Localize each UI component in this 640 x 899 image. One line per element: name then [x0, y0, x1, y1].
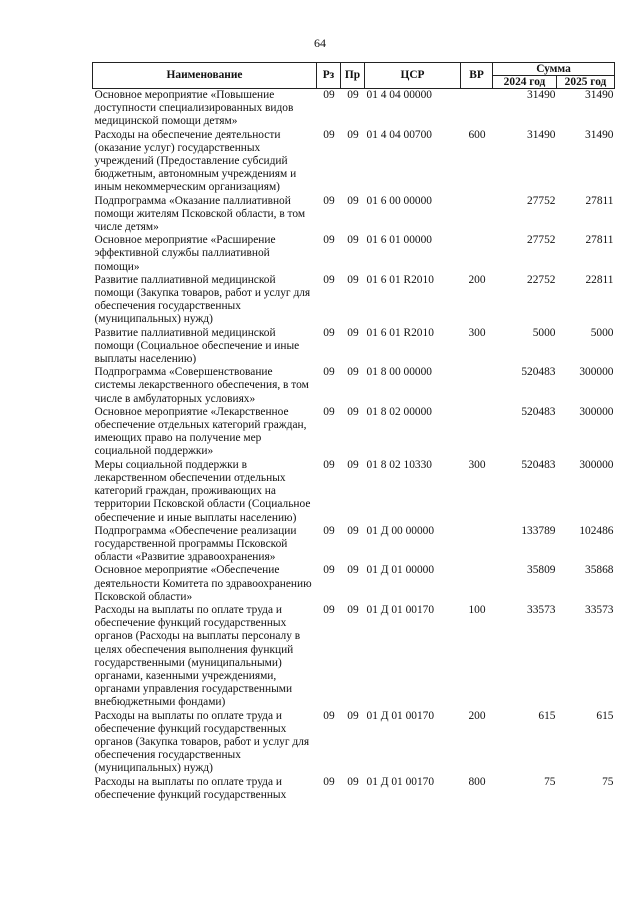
- cell-name: Расходы на выплаты по оплате труда и обеспечение функций государственных: [94, 775, 287, 801]
- cell-pr: 09: [347, 326, 359, 339]
- page-number: 64: [314, 36, 326, 50]
- cell-vr: [461, 406, 493, 459]
- cell-csr: 01 6 01 00000: [366, 234, 432, 247]
- cell-sum-2024: 5000: [532, 326, 556, 339]
- cell-sum-2024: 75: [544, 775, 556, 788]
- cell-pr: 09: [347, 458, 359, 471]
- cell-vr: 300: [468, 326, 486, 339]
- header-name: Наименование: [93, 63, 317, 89]
- cell-rz: 09: [323, 326, 335, 339]
- header-year-2025: 2025 год: [557, 76, 615, 89]
- cell-name: Расходы на выплаты по оплате труда и обеспечение функций государственных органов (Расходы на выплаты персоналу в целях обеспечения выполнения функций государственными (муниципальными) органами, казенными учреждениями, органами управления государственными внебюджетными фондами): [94, 603, 301, 709]
- cell-sum-2025: 102486: [579, 524, 614, 537]
- cell-sum-2025: 300000: [579, 458, 614, 471]
- cell-vr: 200: [468, 709, 486, 722]
- cell-name: Подпрограмма «Совершенствование системы лекарственного обеспечения, в том числе в амбулаторных условиях»: [94, 366, 309, 405]
- cell-vr: [461, 234, 493, 274]
- header-vr: ВР: [461, 63, 493, 89]
- cell-sum-2024: 27752: [527, 194, 556, 207]
- cell-sum-2024: 27752: [527, 234, 556, 247]
- cell-rz: 09: [323, 458, 335, 471]
- cell-sum-2024: 22752: [527, 273, 556, 286]
- cell-vr: [461, 89, 493, 129]
- cell-sum-2025: 300000: [579, 405, 614, 418]
- cell-pr: 09: [347, 194, 359, 207]
- cell-vr: 300: [468, 458, 486, 471]
- header-csr: ЦСР: [365, 63, 461, 89]
- cell-csr: 01 4 04 00000: [366, 89, 432, 101]
- table-row: [93, 274, 615, 327]
- cell-name: Основное мероприятие «Повышение доступности специализированных видов медицинской помощи детям»: [94, 89, 294, 128]
- cell-rz: 09: [323, 89, 335, 101]
- cell-name: Подпрограмма «Оказание паллиативной помощи жителям Псковской области, в том числе детям»: [94, 194, 306, 234]
- table-row: [93, 327, 615, 367]
- cell-sum-2024: 520483: [521, 405, 556, 418]
- cell-sum-2025: 27811: [585, 194, 614, 207]
- cell-sum-2025: 22811: [585, 273, 614, 286]
- cell-rz: 09: [323, 128, 335, 141]
- cell-sum-2025: 75: [602, 775, 614, 788]
- cell-name: Основное мероприятие «Обеспечение деятельности Комитета по здравоохранению Псковской области»: [94, 564, 312, 603]
- cell-csr: 01 Д 00 00000: [366, 524, 435, 537]
- cell-sum-2024: 615: [538, 709, 556, 722]
- cell-rz: 09: [323, 194, 335, 207]
- table-body: [93, 89, 615, 802]
- cell-sum-2024: 520483: [521, 366, 556, 379]
- cell-rz: 09: [323, 709, 335, 722]
- header-year-2024: 2024 год: [493, 76, 557, 89]
- cell-sum-2025: 300000: [579, 366, 614, 379]
- cell-rz: 09: [323, 603, 335, 616]
- table-row: [93, 776, 615, 802]
- table-row: [93, 710, 615, 776]
- cell-sum-2025: 31490: [585, 89, 614, 101]
- cell-pr: 09: [347, 524, 359, 537]
- cell-pr: 09: [347, 234, 359, 247]
- cell-name: Основное мероприятие «Лекарственное обеспечение отдельных категорий граждан, имеющих право на получение мер социальной поддержки»: [94, 405, 307, 458]
- cell-rz: 09: [323, 524, 335, 537]
- cell-rz: 09: [323, 234, 335, 247]
- cell-csr: 01 4 04 00700: [366, 128, 432, 141]
- cell-pr: 09: [347, 128, 359, 141]
- cell-vr: 600: [468, 128, 486, 141]
- cell-name: Расходы на обеспечение деятельности (оказание услуг) государственных учреждений (Предоставление субсидий бюджетным, автономным учреждениям и иным некоммерческим организациям): [94, 128, 297, 194]
- cell-csr: 01 6 00 00000: [366, 194, 432, 207]
- header-sum: Сумма: [493, 63, 615, 76]
- cell-sum-2025: 615: [596, 709, 614, 722]
- cell-pr: 09: [347, 366, 359, 379]
- cell-rz: 09: [323, 405, 335, 418]
- header-pr: Пр: [341, 63, 365, 89]
- cell-sum-2024: 31490: [527, 128, 556, 141]
- cell-csr: 01 Д 01 00170: [366, 775, 435, 788]
- cell-csr: 01 Д 01 00170: [366, 603, 435, 616]
- cell-csr: 01 6 01 R2010: [366, 326, 434, 339]
- cell-pr: 09: [347, 709, 359, 722]
- header-rz: Рз: [317, 63, 341, 89]
- table-row: [93, 89, 615, 129]
- cell-csr: 01 8 02 00000: [366, 405, 432, 418]
- table-row: [93, 604, 615, 710]
- table-row: [93, 234, 615, 274]
- cell-rz: 09: [323, 273, 335, 286]
- cell-pr: 09: [347, 775, 359, 788]
- cell-sum-2024: 33573: [527, 603, 556, 616]
- cell-name: Меры социальной поддержки в лекарственном обеспечении отдельных категорий граждан, проживающих на территории Псковской области (Социальное обеспечение и иные выплаты населению): [94, 458, 311, 524]
- table-header: [93, 63, 615, 89]
- cell-pr: 09: [347, 603, 359, 616]
- cell-vr: 800: [468, 775, 486, 788]
- cell-sum-2024: 35809: [527, 564, 556, 577]
- cell-pr: 09: [347, 564, 359, 577]
- cell-sum-2025: 5000: [590, 326, 614, 339]
- table-row: [93, 564, 615, 604]
- cell-name: Основное мероприятие «Расширение эффективной службы паллиативной помощи»: [94, 234, 276, 273]
- cell-name: Развитие паллиативной медицинской помощи (Закупка товаров, работ и услуг для обеспечения государственных (муниципальных) нужд): [94, 273, 311, 326]
- table-row: [93, 525, 615, 565]
- cell-sum-2025: 33573: [585, 603, 614, 616]
- cell-vr: 200: [468, 273, 486, 286]
- table-row: [93, 459, 615, 525]
- cell-pr: 09: [347, 273, 359, 286]
- cell-csr: 01 6 01 R2010: [366, 273, 434, 286]
- cell-rz: 09: [323, 775, 335, 788]
- cell-csr: 01 Д 01 00000: [366, 564, 435, 577]
- cell-sum-2024: 31490: [527, 89, 556, 101]
- cell-rz: 09: [323, 366, 335, 379]
- cell-csr: 01 8 02 10330: [366, 458, 432, 471]
- table-row: [93, 366, 615, 406]
- cell-name: Развитие паллиативной медицинской помощи (Социальное обеспечение и иные выплаты населению): [94, 326, 300, 366]
- table-row: [93, 195, 615, 235]
- cell-vr: [461, 525, 493, 565]
- cell-name: Подпрограмма «Обеспечение реализации государственной программы Псковской области «Развитие здравоохранения»: [94, 524, 297, 564]
- cell-sum-2024: 520483: [521, 458, 556, 471]
- budget-table: [92, 62, 615, 802]
- table-row: [93, 406, 615, 459]
- cell-name: Расходы на выплаты по оплате труда и обеспечение функций государственных органов (Закупка товаров, работ и услуг для обеспечения государственных (муниципальных) нужд): [94, 709, 310, 775]
- cell-sum-2025: 27811: [585, 234, 614, 247]
- cell-vr: [461, 195, 493, 235]
- cell-sum-2024: 133789: [521, 524, 556, 537]
- cell-csr: 01 Д 01 00170: [366, 709, 435, 722]
- cell-sum-2025: 31490: [585, 128, 614, 141]
- table-row: [93, 129, 615, 195]
- cell-sum-2025: 35868: [585, 564, 614, 577]
- cell-vr: [461, 366, 493, 406]
- cell-pr: 09: [347, 89, 359, 101]
- cell-vr: 100: [468, 603, 486, 616]
- cell-csr: 01 8 00 00000: [366, 366, 432, 379]
- cell-rz: 09: [323, 564, 335, 577]
- cell-pr: 09: [347, 405, 359, 418]
- cell-vr: [461, 564, 493, 604]
